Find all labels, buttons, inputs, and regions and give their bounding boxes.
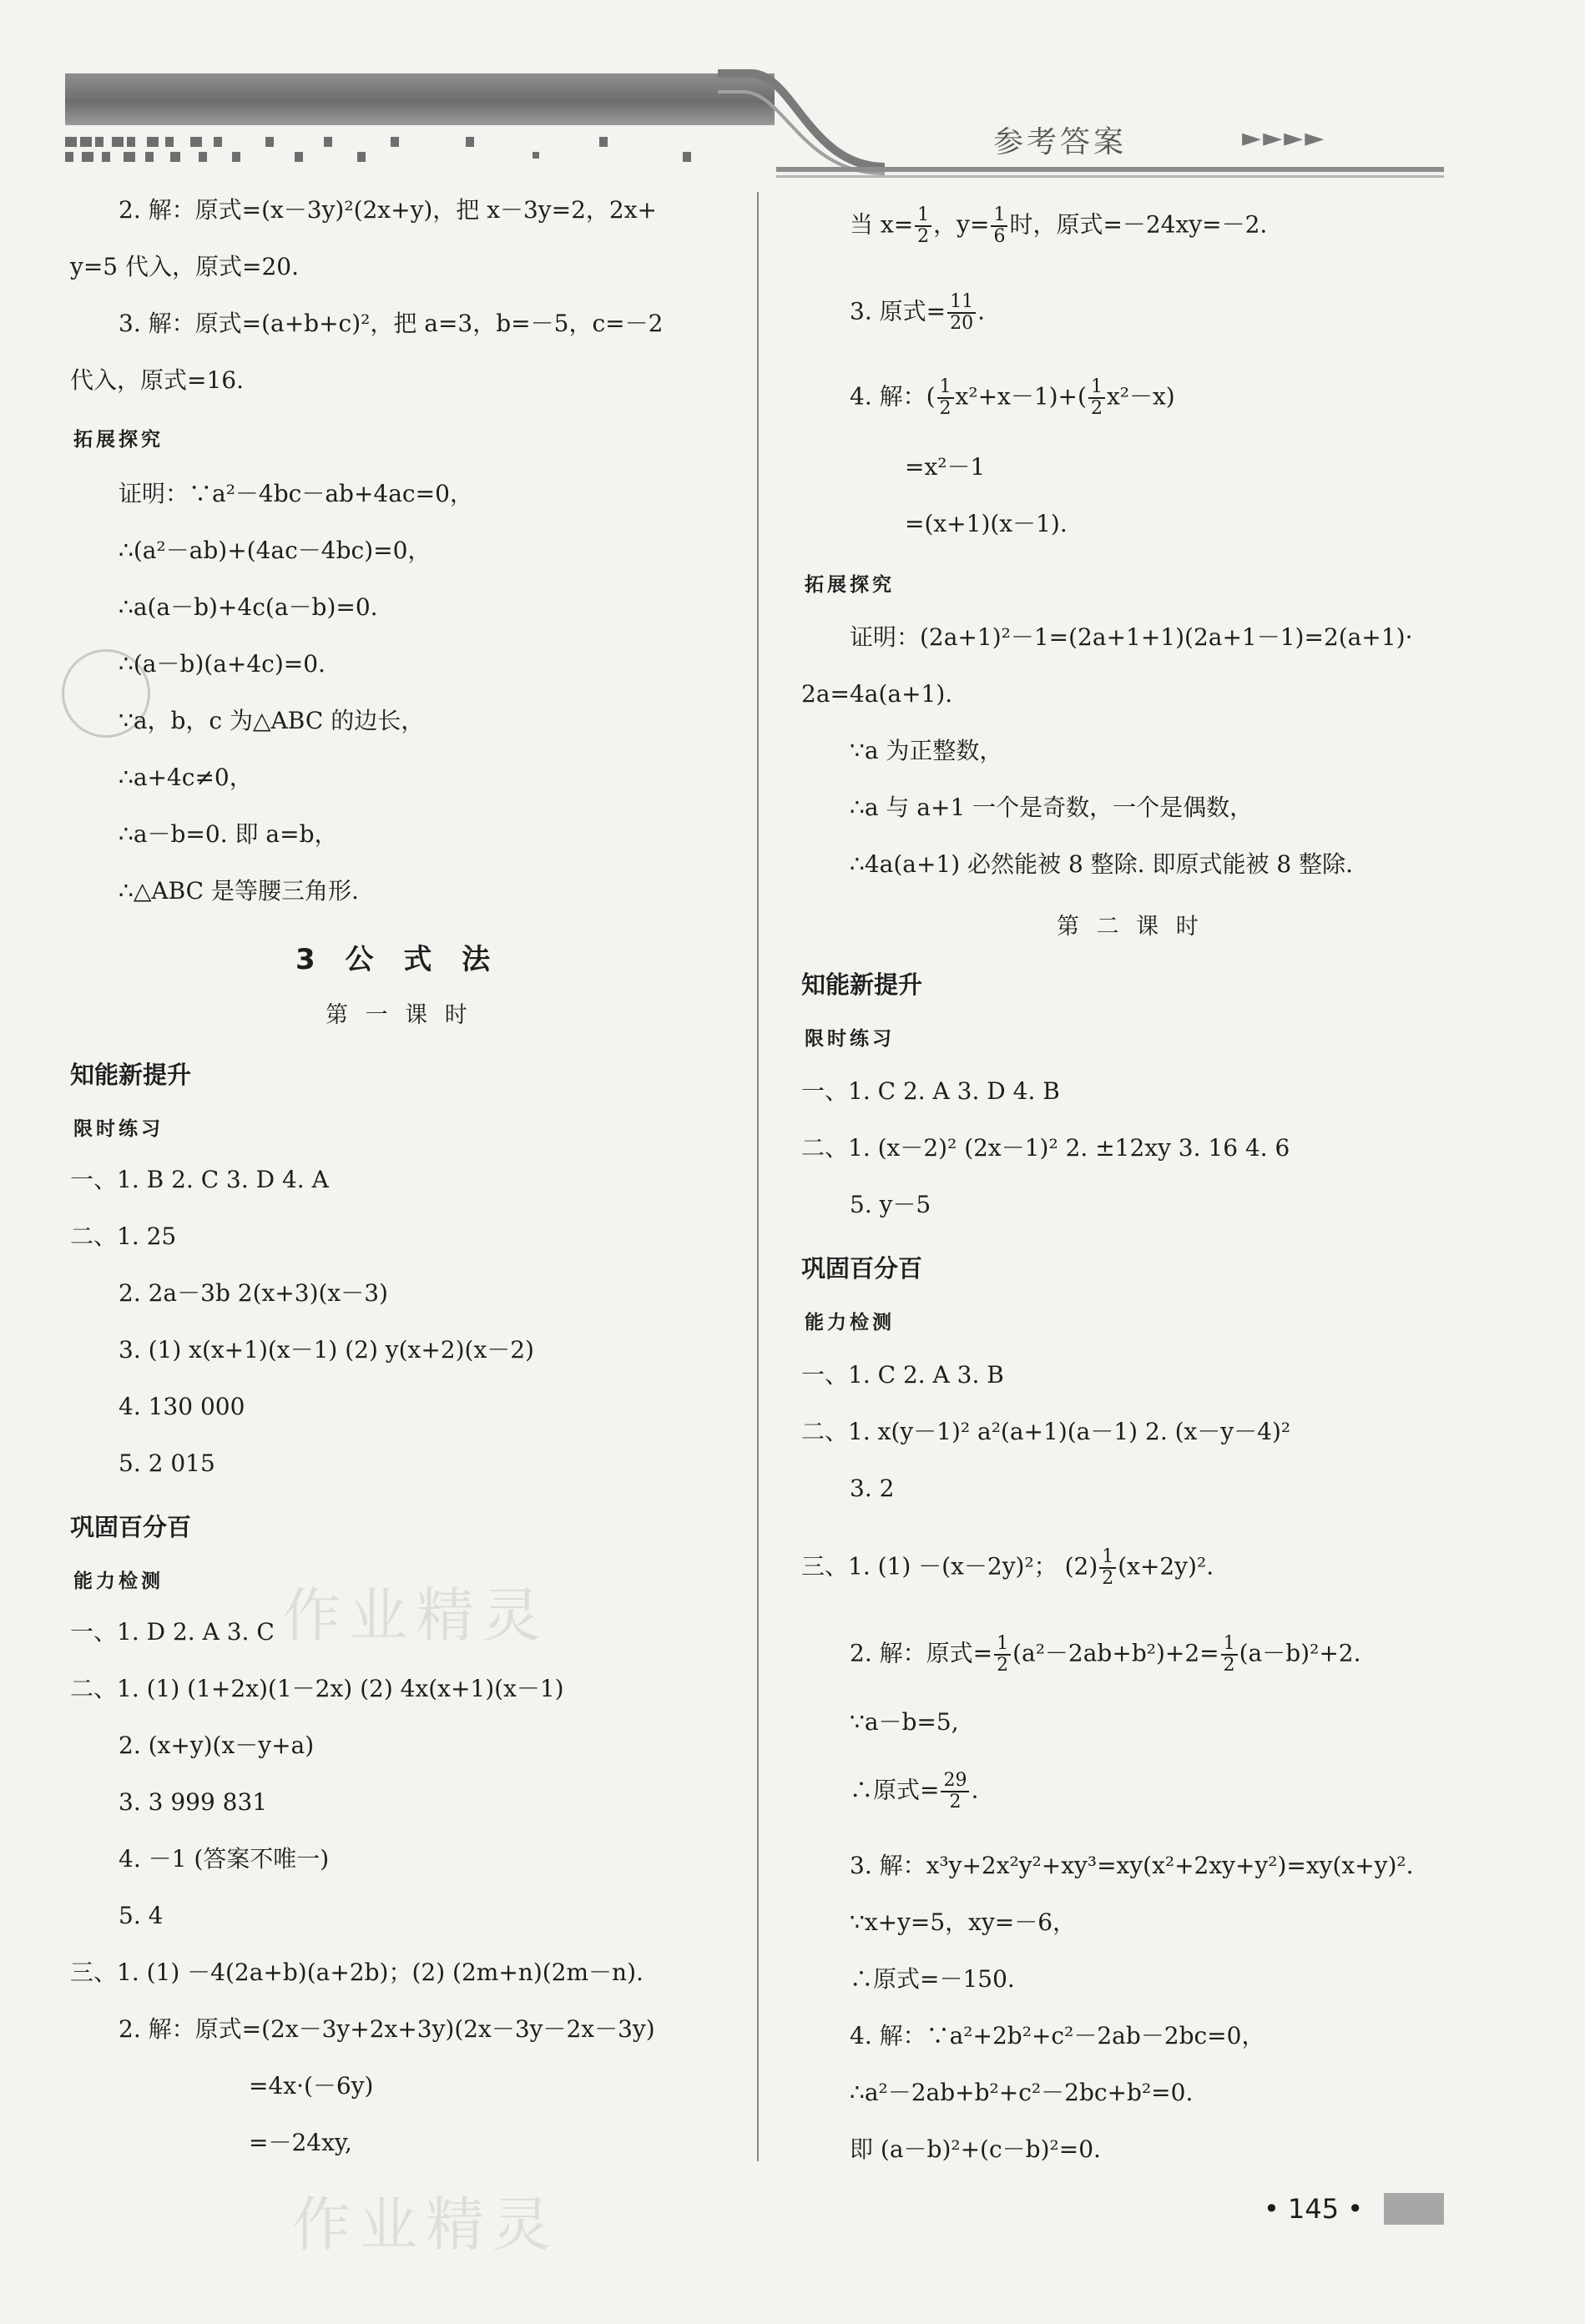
header-curve xyxy=(718,67,885,175)
answer-line: ∵x+y=5，xy=－6， xyxy=(850,1908,1077,1936)
proof-line: 证明：(2a+1)²－1=(2a+1+1)(2a+1－1)=2(a+1)· xyxy=(850,623,1413,651)
answer-line: 一、1. C 2. A 3. D 4. B xyxy=(801,1077,1060,1105)
subsection-heading: 能力检测 xyxy=(73,1570,164,1592)
subsection-heading: 限时练习 xyxy=(73,1118,164,1140)
proof-line: ∴a+4c≠0， xyxy=(119,764,253,791)
answer-line: =x²－1 xyxy=(905,453,986,481)
lesson-title: 第 二 课 时 xyxy=(1057,914,1204,940)
watermark-text-bottom: 作业精灵 xyxy=(292,2190,559,2259)
header-band xyxy=(65,73,775,125)
subsection-heading: 拓展探究 xyxy=(73,429,164,451)
proof-line: ∴(a²－ab)+(4ac－4bc)=0， xyxy=(119,537,432,564)
answer-line: 2. 解：原式= $\frac{1}{2}$ (a²－2ab+b²)+2= $\frac{1}{2}$ (a－b)²+2. xyxy=(850,1633,1361,1676)
fraction: $\frac{11}{20}$ xyxy=(947,292,976,334)
proof-line: 2a=4a(a+1). xyxy=(801,680,953,708)
answer-line: 2. 解：原式=(x－3y)²(2x+y)，把 x－3y=2，2x+ xyxy=(119,196,657,224)
answer-line: =4x·(－6y) xyxy=(249,2072,374,2100)
proof-line: ∵a 为正整数， xyxy=(850,737,1003,764)
section-heading: 知能新提升 xyxy=(70,1061,192,1089)
watermark-text: 作业精灵 xyxy=(282,1581,549,1650)
answer-line: 4. －1 (答案不唯一) xyxy=(119,1845,330,1873)
lesson-title: 第 一 课 时 xyxy=(326,1002,472,1028)
header-arrows-icon: ►►►► xyxy=(1242,124,1326,153)
answer-line: 一、1. C 2. A 3. B xyxy=(801,1361,1004,1389)
answer-line: ∵a－b=5, xyxy=(850,1708,959,1736)
answer-line: 4. 130 000 xyxy=(119,1393,245,1420)
subsection-heading: 能力检测 xyxy=(805,1312,895,1333)
answer-line: 一、1. B 2. C 3. D 4. A xyxy=(70,1166,329,1193)
answer-line: 二、1. (1) (1+2x)(1－2x) (2) 4x(x+1)(x－1) xyxy=(70,1675,564,1702)
answer-line: 2. 解：原式=(2x－3y+2x+3y)(2x－3y－2x－3y) xyxy=(119,2015,655,2043)
answer-line: 3. 解：原式=(a+b+c)²，把 a=3，b=－5，c=－2 xyxy=(119,310,664,337)
proof-line: ∴a－b=0. 即 a=b， xyxy=(119,820,338,848)
answer-line: 3. 2 xyxy=(850,1475,895,1502)
page-tab-block xyxy=(1384,2193,1444,2225)
answer-line: 二、1. 25 xyxy=(70,1222,177,1250)
fraction: $\frac{1}{2}$ xyxy=(1221,1634,1238,1676)
proof-line: 证明：∵a²－4bc－ab+4ac=0， xyxy=(119,480,473,507)
answer-line: 三、1. (1) －4(2a+b)(a+2b)；(2) (2m+n)(2m－n). xyxy=(70,1959,644,1986)
proof-line: ∴(a－b)(a+4c)=0. xyxy=(119,650,326,678)
answer-line: ∴原式= $\frac{29}{2}$ . xyxy=(850,1770,979,1812)
proof-line: ∵a，b，c 为△ABC 的边长， xyxy=(119,707,425,734)
header-rule-thin xyxy=(776,175,1444,178)
answer-line: 3. 解：x³y+2x²y²+xy³=xy(x²+2xy+y²)=xy(x+y)². xyxy=(850,1852,1414,1879)
header-pixel-pattern xyxy=(65,135,733,165)
answer-line: 三、1. (1) －(x－2y)²； (2) $\frac{1}{2}$ (x+2y)². xyxy=(801,1546,1214,1589)
answer-line: 3. 3 999 831 xyxy=(119,1788,268,1816)
answer-line: 3. (1) x(x+1)(x－1) (2) y(x+2)(x－2) xyxy=(119,1336,534,1364)
chapter-title: 3 公 式 法 xyxy=(295,943,501,976)
answer-line: 一、1. D 2. A 3. C xyxy=(70,1618,275,1646)
subsection-heading: 拓展探究 xyxy=(805,574,895,596)
fraction: $\frac{1}{6}$ xyxy=(991,205,1007,247)
header-title: 参考答案 xyxy=(993,125,1128,159)
fraction: $\frac{1}{2}$ xyxy=(937,377,954,419)
fraction: $\frac{1}{2}$ xyxy=(994,1634,1011,1676)
subsection-heading: 限时练习 xyxy=(805,1028,895,1050)
fraction: $\frac{1}{2}$ xyxy=(1088,377,1105,419)
page-number: • 145 • xyxy=(1264,2193,1364,2225)
proof-line: ∴a(a－b)+4c(a－b)=0. xyxy=(119,593,378,621)
proof-line: ∴△ABC 是等腰三角形. xyxy=(119,877,359,905)
answer-line: 4. 解：∵a²+2b²+c²－2ab－2bc=0， xyxy=(850,2022,1265,2049)
answer-line: =(x+1)(x－1). xyxy=(905,510,1068,537)
proof-line: ∴a 与 a+1 一个是奇数，一个是偶数， xyxy=(850,794,1254,821)
answer-line: 二、1. (x－2)² (2x－1)² 2. ±12xy 3. 16 4. 6 xyxy=(801,1134,1290,1162)
answer-line: 2. 2a－3b 2(x+3)(x－3) xyxy=(119,1279,388,1307)
answer-line: 3. 原式= $\frac{11}{20}$ . xyxy=(850,291,985,334)
answer-line: =－24xy, xyxy=(249,2129,352,2156)
section-heading: 知能新提升 xyxy=(801,970,923,999)
fraction: $\frac{29}{2}$ xyxy=(941,1771,969,1812)
answer-line: 代入，原式=16. xyxy=(70,366,244,394)
fraction: $\frac{1}{2}$ xyxy=(1099,1547,1116,1589)
section-heading: 巩固百分百 xyxy=(801,1254,923,1283)
answer-line: 即 (a－b)²+(c－b)²=0. xyxy=(850,2135,1101,2163)
column-divider xyxy=(757,192,759,2161)
section-heading: 巩固百分百 xyxy=(70,1513,192,1541)
answer-line: 5. 2 015 xyxy=(119,1449,215,1477)
answer-line: y=5 代入，原式=20. xyxy=(70,253,299,280)
fraction: $\frac{1}{2}$ xyxy=(915,205,931,247)
answer-line: ∴a²－2ab+b²+c²－2bc+b²=0. xyxy=(850,2079,1194,2106)
answer-line: 当 x= $\frac{1}{2}$ ，y= $\frac{1}{6}$ 时，原式=－24xy=－2. xyxy=(850,204,1268,247)
header-rule xyxy=(776,167,1444,172)
answer-line: 二、1. x(y－1)² a²(a+1)(a－1) 2. (x－y－4)² xyxy=(801,1418,1291,1445)
answer-line: 5. 4 xyxy=(119,1902,164,1929)
proof-line: ∴4a(a+1) 必然能被 8 整除. 即原式能被 8 整除. xyxy=(850,850,1353,878)
answer-line: ∴原式=－150. xyxy=(850,1965,1015,1993)
answer-line: 4. 解：( $\frac{1}{2}$ x²+x－1)+( $\frac{1}{2}$ x²－x) xyxy=(850,376,1175,419)
answer-line: 5. y－5 xyxy=(850,1191,931,1218)
answer-line: 2. (x+y)(x－y+a) xyxy=(119,1732,315,1759)
